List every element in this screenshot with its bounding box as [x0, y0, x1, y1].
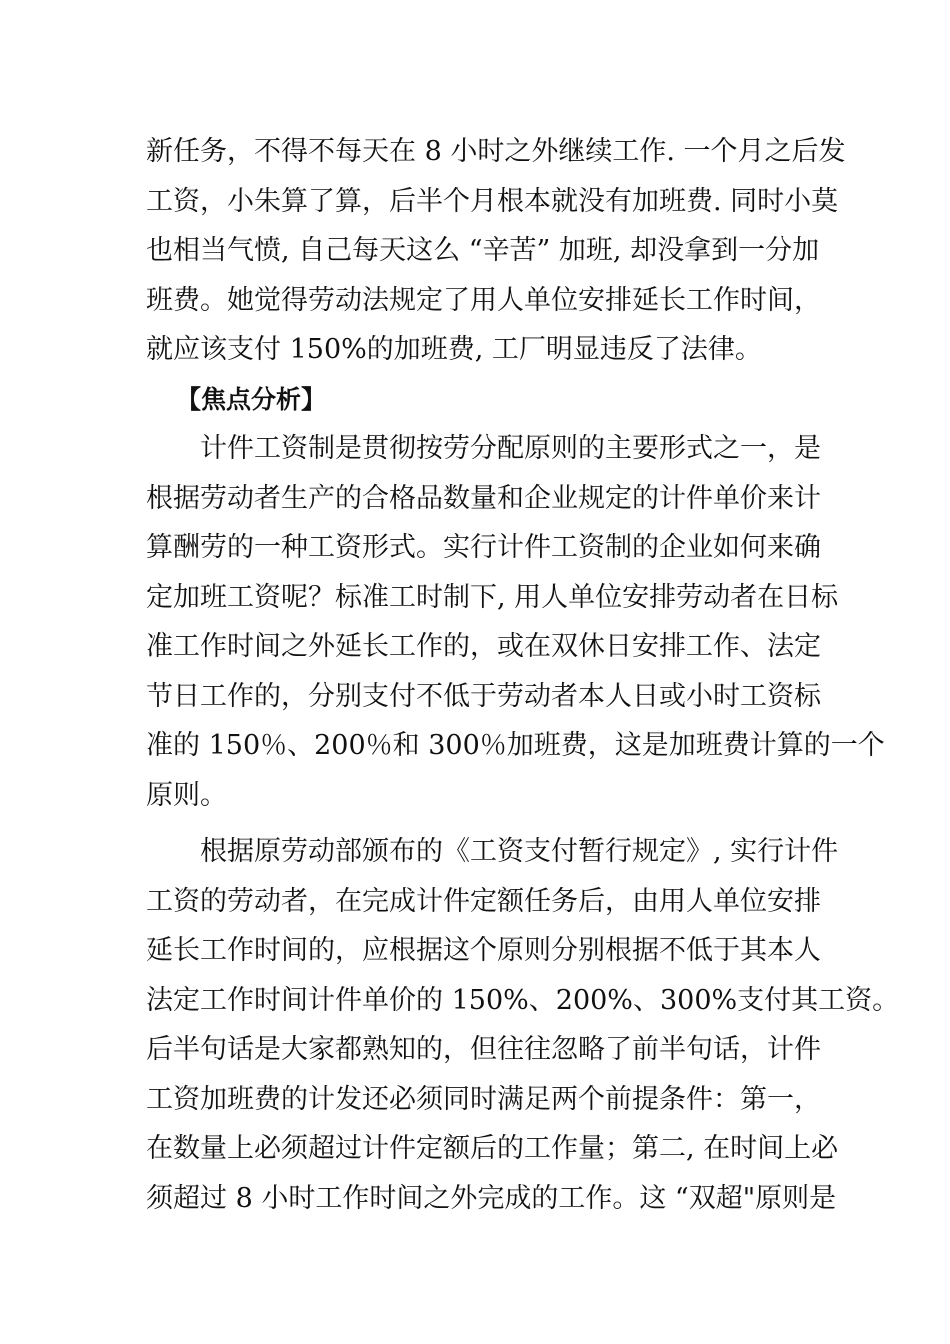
- paragraph-regulation: [146, 827, 900, 1223]
- paragraph-gap: [146, 820, 806, 827]
- text-line: 节日工作的，分别支付不低于劳动者本人日或小时工资标: [146, 680, 821, 712]
- text-line: 在数量上必须超过计件定额后的工作量；第二, 在时间上必: [146, 1133, 839, 1164]
- text-line: 新任务，不得不每天在 8 小时之外继续工作. 一个月之后发: [146, 136, 846, 167]
- text-line: 也相当气愤, 自己每天这么 “辛苦” 加班, 却没拿到一分加: [146, 235, 820, 266]
- paragraph-case-description: [146, 127, 846, 375]
- text-line: 原则。: [146, 779, 227, 811]
- text-line: 准的 150％、200％和 300％加班费，这是加班费计算的一个: [146, 730, 885, 761]
- text-line: 计件工资制是贯彻按劳分配原则的主要形式之一，是: [200, 433, 821, 464]
- text-line: 工资的劳动者，在完成计件定额任务后，由用人单位安排: [146, 885, 821, 917]
- section-heading: 【焦点分析】: [176, 384, 327, 414]
- text-line: 工资加班费的计发还必须同时满足两个前提条件：第一，: [146, 1083, 821, 1115]
- text-line: 就应该支付 150%的加班费, 工厂明显违反了法律。: [146, 334, 762, 365]
- text-line: 工资，小朱算了算，后半个月根本就没有加班费. 同时小莫: [146, 185, 839, 217]
- text-line: 法定工作时间计件单价的 150%、200%、300%支付其工资。: [146, 984, 900, 1016]
- text-line: 定加班工资呢？标准工时制下, 用人单位安排劳动者在日标: [146, 581, 839, 613]
- text-line: 须超过 8 小时工作时间之外完成的工作。这 “双超"原则是: [146, 1182, 837, 1214]
- paragraph-analysis: [146, 424, 885, 820]
- text-line: 班费。她觉得劳动法规定了用人单位安排延长工作时间，: [146, 284, 821, 316]
- text-line: 后半句话是大家都熟知的，但往往忽略了前半句话，计件: [146, 1034, 821, 1065]
- text-line: 延长工作时间的，应根据这个原则分别根据不低于其本人: [146, 935, 821, 966]
- text-line: 根据劳动者生产的合格品数量和企业规定的计件单价来计: [146, 482, 821, 514]
- document-body: [146, 127, 900, 1223]
- text-line: 准工作时间之外延长工作的，或在双休日安排工作、法定: [146, 631, 821, 662]
- text-line: 根据原劳动部颁布的《工资支付暂行规定》, 实行计件: [200, 836, 839, 867]
- text-line: 算酬劳的一种工资形式。实行计件工资制的企业如何来确: [146, 532, 821, 563]
